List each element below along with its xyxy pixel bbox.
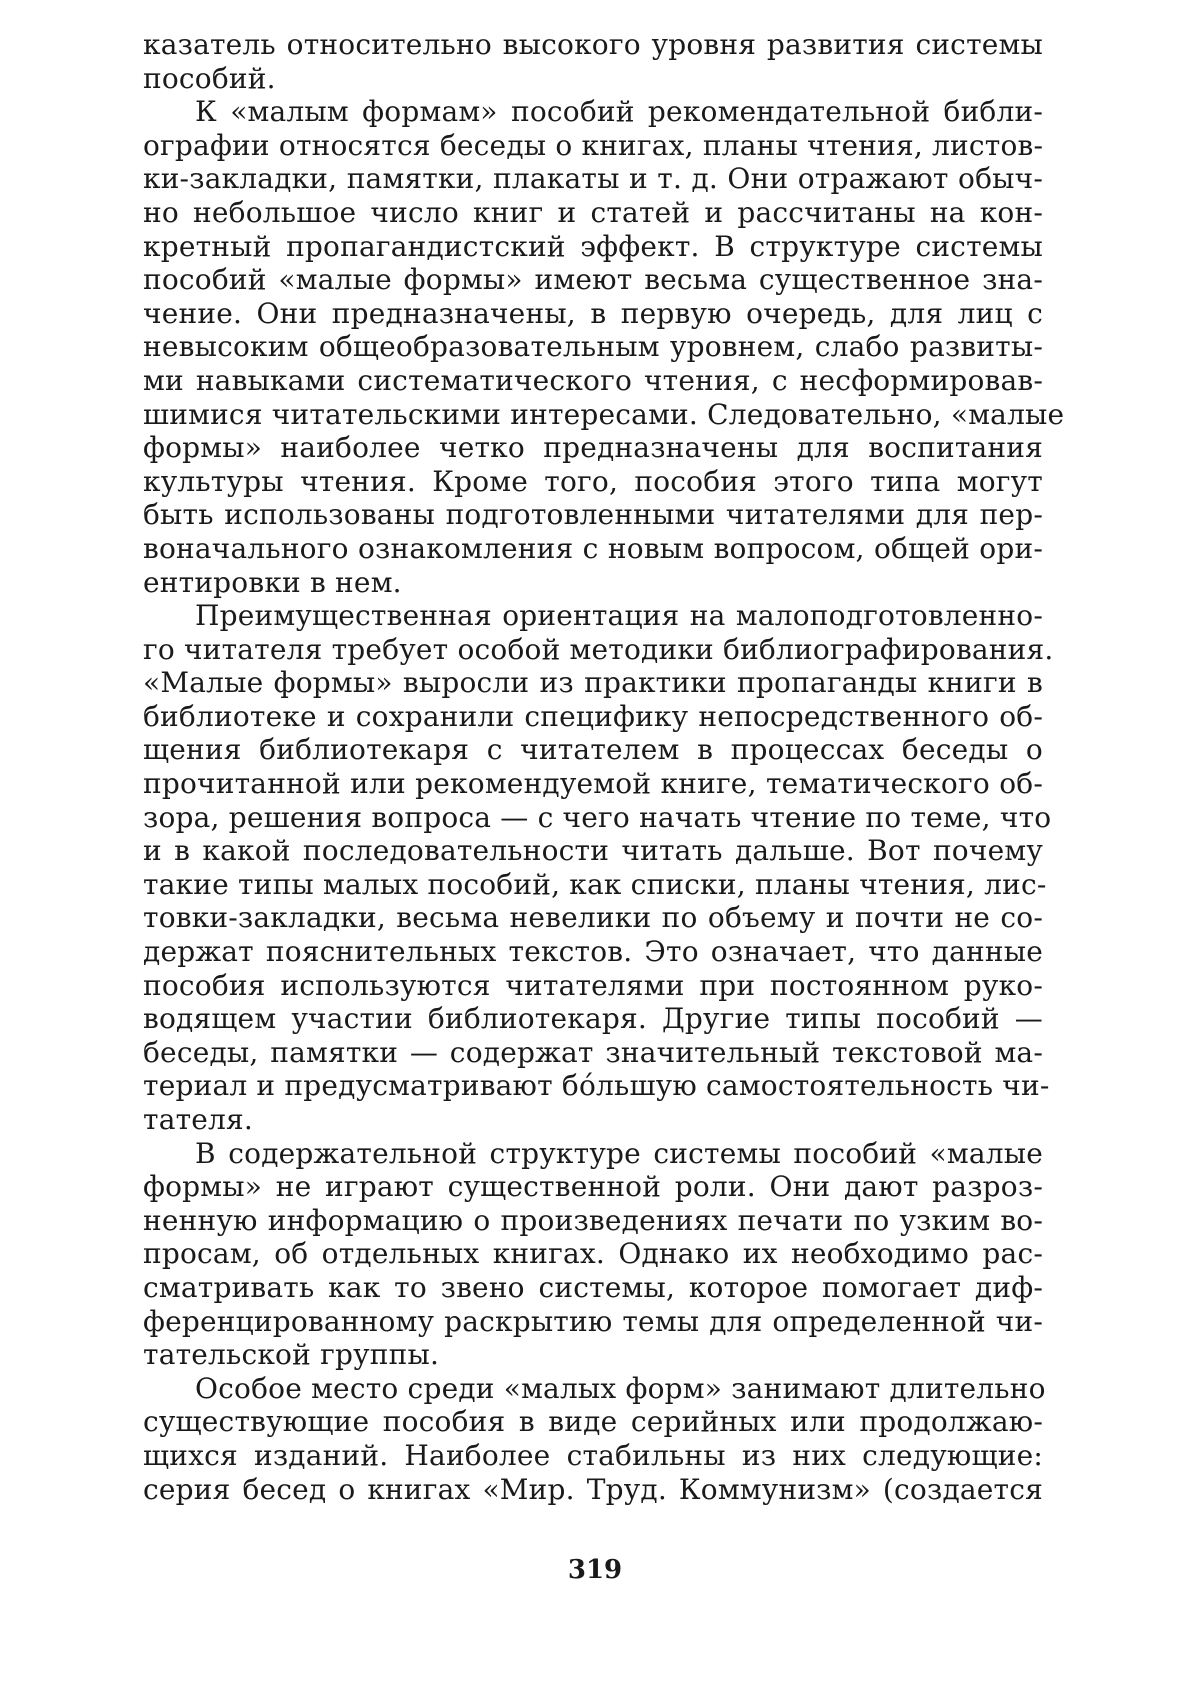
text-line: ки-закладки, памятки, плакаты и т. д. Они отражают обыч- <box>143 162 1043 196</box>
text-line: чение. Они предназначены, в первую очередь, для лиц с <box>143 296 1043 330</box>
paragraph <box>143 599 1054 1137</box>
text-line: существующие пособия в виде серийных или продолжаю- <box>143 1405 1043 1439</box>
text-line: пособий «малые формы» имеют весьма существенное зна- <box>143 263 1043 297</box>
text-line: кретный пропагандистский эффект. В структуре системы <box>143 229 1043 263</box>
text-line: щихся изданий. Наиболее стабильны из них следующие: <box>143 1438 1043 1472</box>
text-line: невысоким общеобразовательным уровнем, слабо развиты- <box>143 330 1043 364</box>
text-line: тателя. <box>143 1103 253 1136</box>
text-line: формы» наиболее четко предназначены для воспитания <box>143 431 1043 465</box>
text-line: пособия используются читателями при постоянном руко- <box>143 968 1043 1002</box>
text-line: щения библиотекаря с читателем в процессах беседы о <box>143 733 1043 767</box>
text-line: водящем участии библиотекаря. Другие типы пособий — <box>143 1002 1043 1036</box>
text-line: сматривать как то звено системы, которое помогает диф- <box>143 1270 1043 1304</box>
text-line: тательской группы. <box>143 1338 440 1372</box>
paragraph <box>143 95 1065 599</box>
text-line: просам, об отдельных книгах. Однако их необходимо рас- <box>143 1237 1043 1271</box>
text-line: зора, решения вопроса — с чего начать чтение по теме, что <box>143 800 1052 834</box>
text-line: Особое место среди «малых форм» занимают длительно <box>195 1371 1046 1405</box>
paragraph <box>143 28 1043 95</box>
text-line: беседы, памятки — содержат значительный текстовой ма- <box>143 1035 1043 1069</box>
text-line: держат пояснительных текстов. Это означает, что данные <box>143 935 1043 969</box>
text-line: «Малые формы» выросли из практики пропаганды книги в <box>143 666 1043 700</box>
text-line: ентировки в нем. <box>143 565 402 599</box>
text-line: ненную информацию о произведениях печати по узким во- <box>143 1203 1043 1237</box>
page-body <box>143 28 1065 1506</box>
text-line: ографии относятся беседы о книгах, планы чтения, листов- <box>143 128 1044 162</box>
text-line: быть использованы подготовленными читателями для пер- <box>143 498 1043 532</box>
text-line: серия бесед о книгах «Мир. Труд. Коммунизм» (создается <box>143 1472 1043 1506</box>
text-line: пособий. <box>143 61 276 95</box>
text-line: товки-закладки, весьма невелики по объему и почти не со- <box>143 901 1043 935</box>
paragraph <box>143 1137 1043 1372</box>
text-line: териал и предусматривают бóльшую самостоятельность чи- <box>143 1069 1050 1103</box>
paragraph <box>143 1371 1046 1506</box>
text-line: ми навыками систематического чтения, с несформировав- <box>143 363 1043 397</box>
text-line: библиотеке и сохранили специфику непосредственного об- <box>143 699 1043 733</box>
text-line: ференцированному раскрытию темы для определенной чи- <box>143 1304 1043 1338</box>
text-line: воначального ознакомления с новым вопросом, общей ори- <box>143 531 1043 565</box>
text-line: Преимущественная ориентация на малоподготовленно- <box>195 599 1043 633</box>
text-line: культуры чтения. Кроме того, пособия этого типа могут <box>143 464 1043 498</box>
page-number: 319 <box>567 1555 623 1585</box>
text-body <box>143 28 1065 1506</box>
text-line: го читателя требует особой методики библиографирования. <box>143 632 1054 666</box>
text-line: формы» не играют существенной роли. Они дают разроз- <box>143 1170 1043 1204</box>
text-line: но небольшое число книг и статей и рассчитаны на кон- <box>143 195 1043 229</box>
text-line: казатель относительно высокого уровня развития системы <box>143 28 1043 61</box>
text-line: такие типы малых пособий, как списки, планы чтения, лис- <box>143 867 1047 901</box>
text-line: В содержательной структуре системы пособий «малые <box>195 1136 1043 1170</box>
text-line: К «малым формам» пособий рекомендательной библи- <box>195 95 1043 129</box>
text-line: и в какой последовательности читать дальше. Вот почему <box>143 834 1043 868</box>
text-line: шимися читательскими интересами. Следовательно, «малые <box>143 397 1065 431</box>
text-line: прочитанной или рекомендуемой книге, тематического об- <box>143 767 1043 801</box>
